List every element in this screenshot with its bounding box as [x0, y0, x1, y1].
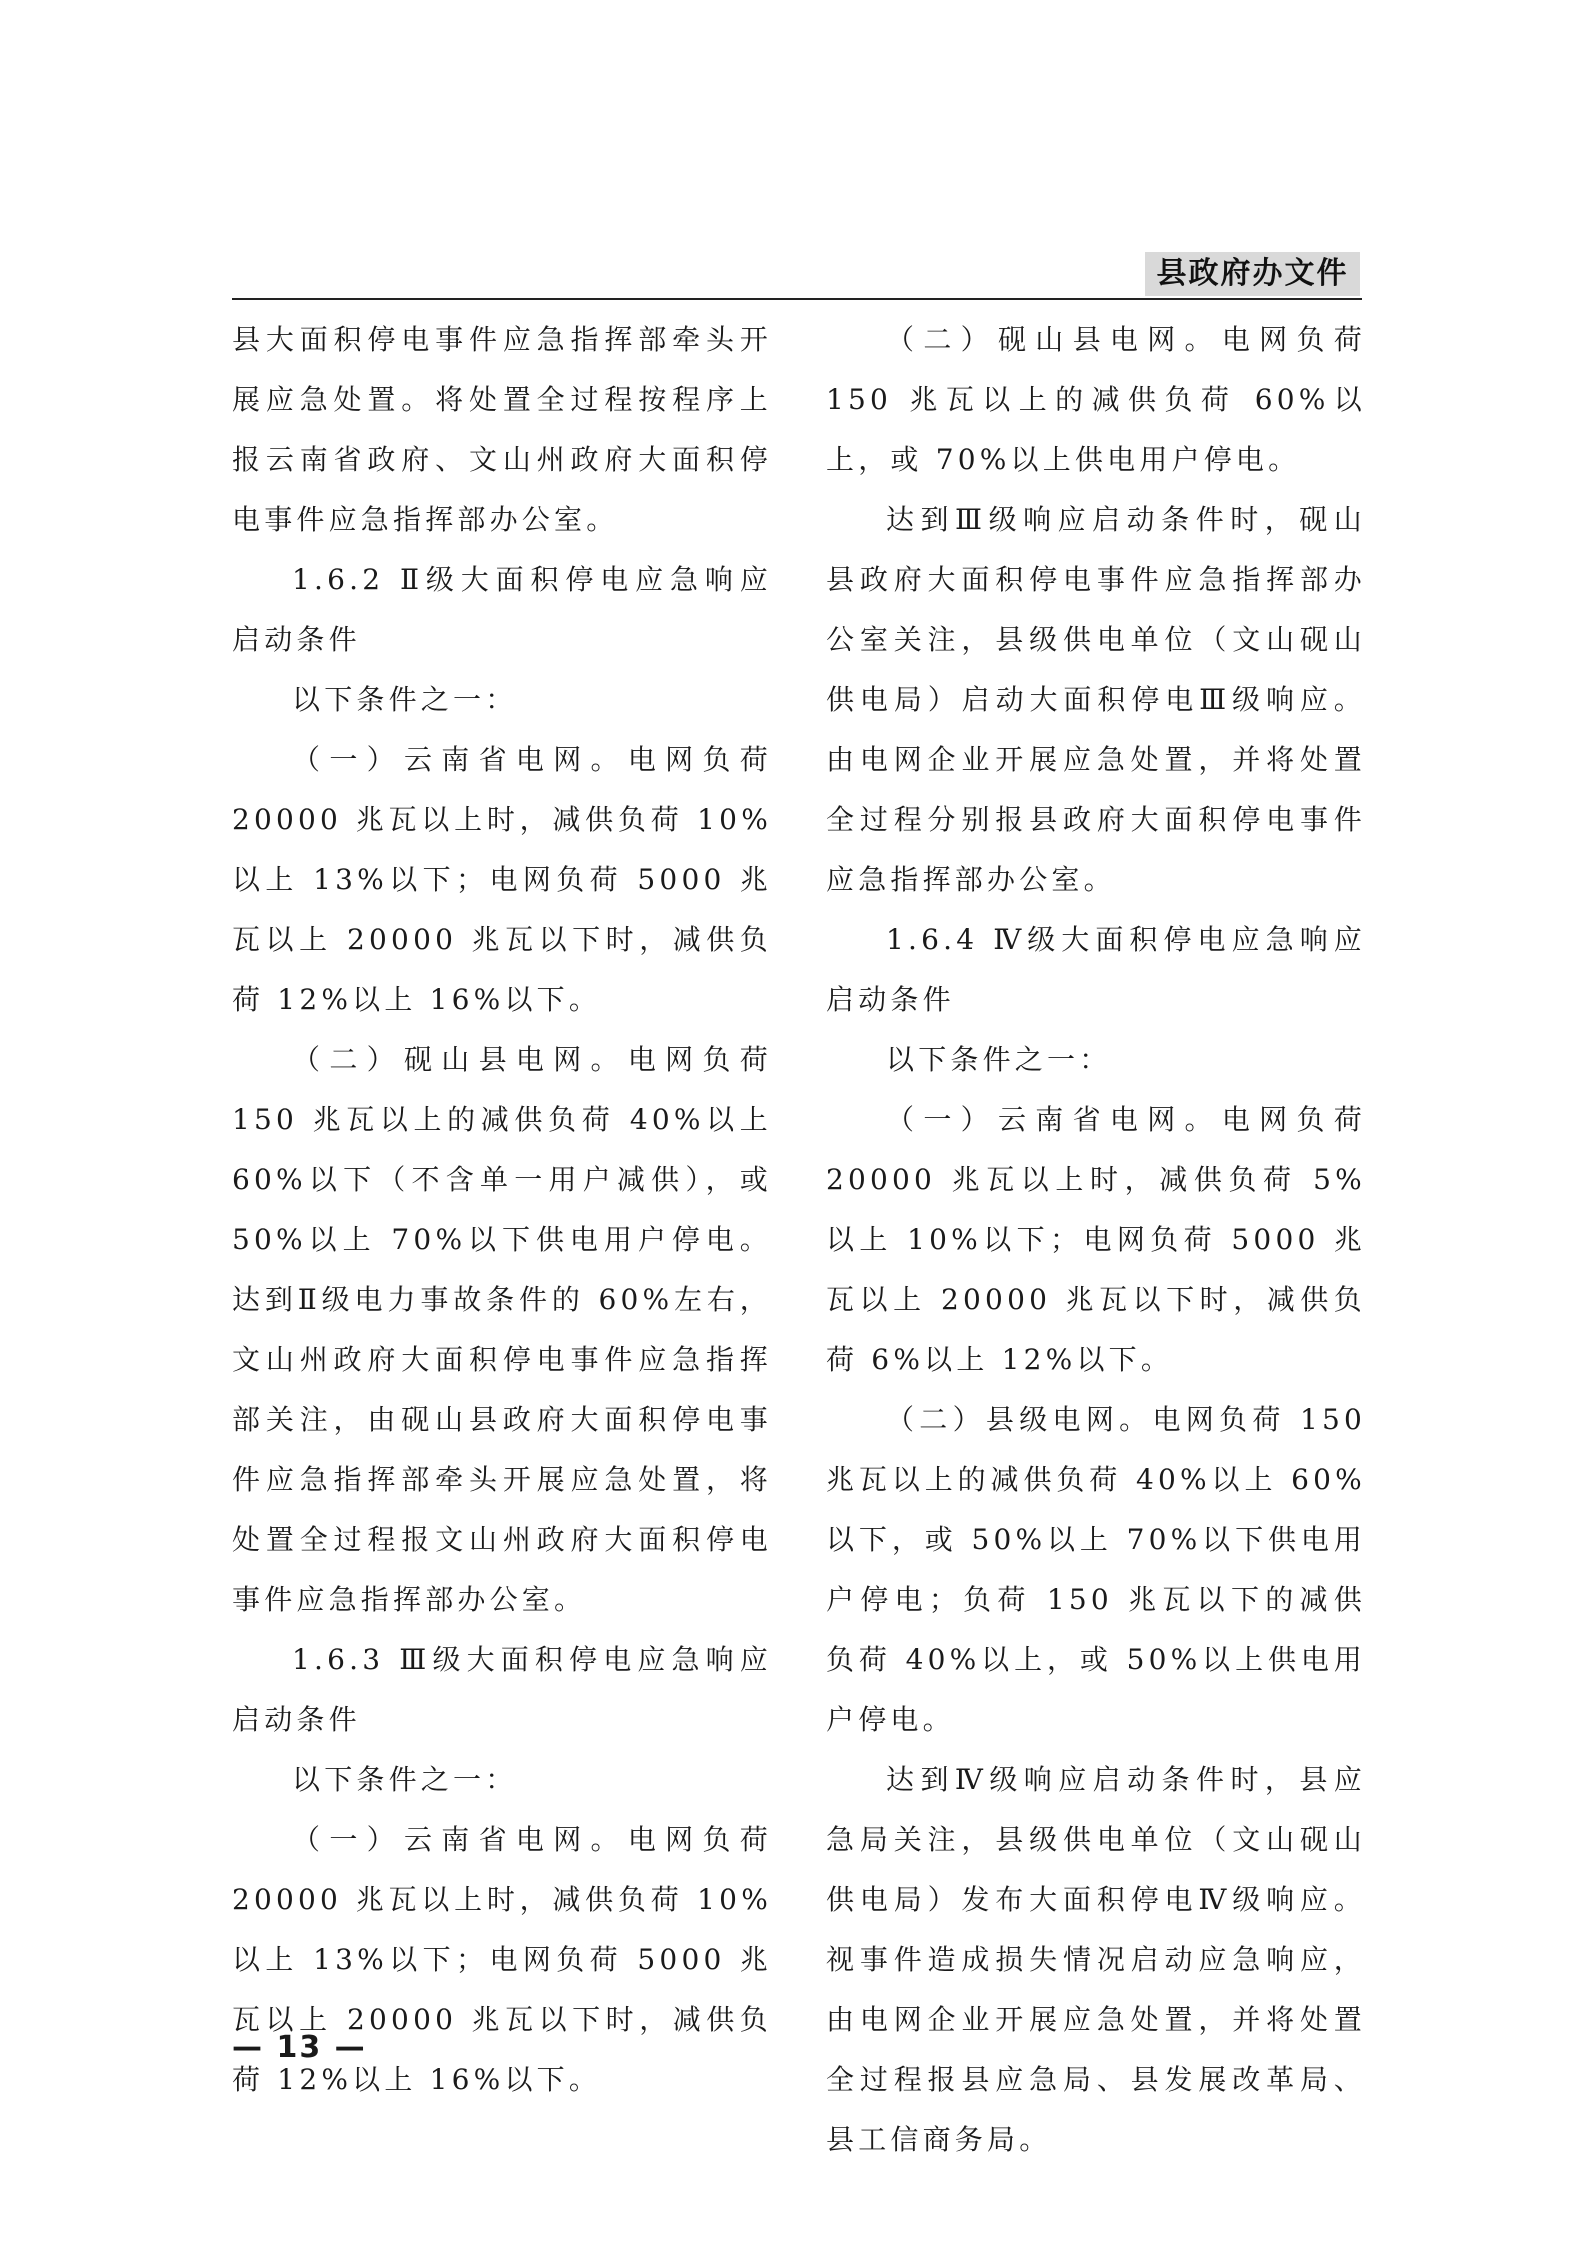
paragraph: （一）云南省电网。电网负荷 20000 兆瓦以上时，减供负荷 10%以上 13%以下；电网负荷 5000 兆瓦以上 20000 兆瓦以下时，减供负荷 12%以上 16%以下。: [232, 743, 772, 1016]
section-heading: 1.6.2 Ⅱ级大面积停电应急响应启动条件: [232, 563, 772, 656]
paragraph: 以下条件之一：: [292, 683, 518, 716]
section-heading: 1.6.4 Ⅳ级大面积停电应急响应启动条件: [826, 923, 1366, 1016]
left-column: [232, 310, 772, 2110]
paragraph: （二）县级电网。电网负荷 150 兆瓦以上的减供负荷 40%以上 60%以下，或 50%以上 70%以下供电用户停电；负荷 150 兆瓦以下的减供负荷 40%以上，或 50%以上供电用户停电。: [826, 1403, 1366, 1736]
paragraph: 以下条件之一：: [886, 1043, 1112, 1076]
paragraph: （一）云南省电网。电网负荷 20000 兆瓦以上时，减供负荷 5%以上 10%以下；电网负荷 5000 兆瓦以上 20000 兆瓦以下时，减供负荷 6%以上 12%以下。: [826, 1103, 1366, 1376]
paragraph: 达到Ⅲ级响应启动条件时，砚山县政府大面积停电事件应急指挥部办公室关注，县级供电单位（文山砚山供电局）启动大面积停电Ⅲ级响应。由电网企业开展应急处置，并将处置全过程分别报县政府大面积停电事件应急指挥部办公室。: [826, 503, 1366, 896]
paragraph: （二）砚山县电网。电网负荷 150 兆瓦以上的减供负荷 40%以上 60%以下（不含单一用户减供），或 50%以上 70%以下供电用户停电。达到Ⅱ级电力事故条件的 60%左右，文山州政府大面积停电事件应急指挥部关注，由砚山县政府大面积停电事件应急指挥部牵头开展应急处置，将处置全过程报文山州政府大面积停电事件应急指挥部办公室。: [232, 1043, 772, 1616]
paragraph: （一）云南省电网。电网负荷 20000 兆瓦以上时，减供负荷 10%以上 13%以下；电网负荷 5000 兆瓦以上 20000 兆瓦以下时，减供负荷 12%以上 16%以下。: [232, 1823, 772, 2096]
section-heading: 1.6.3 Ⅲ级大面积停电应急响应启动条件: [232, 1643, 772, 1736]
page-number: — 13 —: [232, 2030, 367, 2065]
paragraph: 达到Ⅳ级响应启动条件时，县应急局关注，县级供电单位（文山砚山供电局）发布大面积停电Ⅳ级响应。视事件造成损失情况启动应急响应，由电网企业开展应急处置，并将处置全过程报县应急局、县发展改革局、县工信商务局。: [826, 1763, 1366, 2156]
right-column: [826, 310, 1366, 2170]
paragraph: 以下条件之一：: [292, 1763, 518, 1796]
paragraph: 县大面积停电事件应急指挥部牵头开展应急处置。将处置全过程按程序上报云南省政府、文山州政府大面积停电事件应急指挥部办公室。: [232, 323, 772, 536]
document-header-tag: 县政府办文件: [1145, 252, 1360, 296]
paragraph: （二）砚山县电网。电网负荷 150 兆瓦以上的减供负荷 60%以上，或 70%以上供电用户停电。: [826, 323, 1366, 476]
header-divider: [232, 298, 1362, 300]
